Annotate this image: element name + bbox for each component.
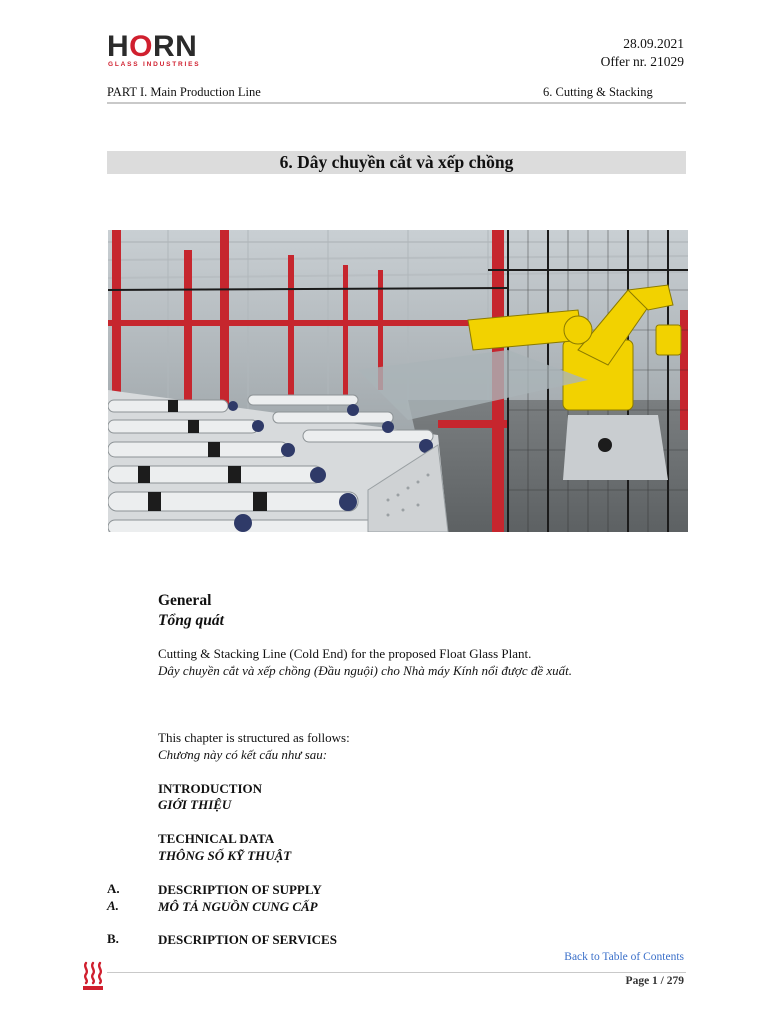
page-number: Page 1 / 279 — [625, 975, 684, 987]
section-description-of-supply: DESCRIPTION OF SUPPLY — [158, 882, 322, 897]
offer-number: Offer nr. 21029 — [600, 54, 684, 69]
general-heading: General — [158, 592, 212, 609]
section-technical-data-vi: THÔNG SỐ KỸ THUẬT — [158, 848, 292, 863]
general-paragraph-vi: Dây chuyền cắt và xếp chồng (Đầu nguội) cho Nhà máy Kính nổi được đề xuất. — [158, 663, 573, 678]
logo-letters-rn: RN — [153, 30, 198, 63]
logo-subtitle: GLASS INDUSTRIES — [108, 61, 201, 68]
section-description-of-supply-vi: MÔ TẢ NGUỒN CUNG CẤP — [158, 899, 318, 914]
horn-logo — [107, 30, 207, 69]
logo-letter-h: H — [107, 30, 130, 63]
chapter-title: 6. Dây chuyền cắt và xếp chồng — [279, 152, 514, 172]
footer-divider — [107, 972, 686, 973]
section-introduction: INTRODUCTION — [158, 781, 263, 796]
section-b-letter: B. — [107, 931, 119, 946]
chapter-title-bar — [107, 151, 686, 174]
structure-intro-vi: Chương này có kết cấu như sau: — [158, 747, 328, 762]
section-introduction-vi: GIỚI THIỆU — [158, 797, 232, 812]
document-date: 28.09.2021 — [623, 36, 684, 51]
section-a-letter: A. — [107, 881, 120, 896]
part-title: PART I. Main Production Line — [107, 85, 261, 99]
section-technical-data: TECHNICAL DATA — [158, 831, 275, 846]
section-a-letter-vi: A. — [107, 898, 119, 913]
header-divider — [107, 102, 686, 104]
glass-cutting-line-photo — [108, 230, 688, 532]
general-paragraph: Cutting & Stacking Line (Cold End) for the proposed Float Glass Plant. — [158, 646, 532, 661]
logo-letter-o: O — [129, 30, 154, 63]
general-heading-vi: Tổng quát — [158, 612, 224, 629]
section-reference: 6. Cutting & Stacking — [543, 85, 653, 99]
heat-waves-icon — [82, 960, 104, 992]
back-to-toc-link[interactable]: Back to Table of Contents — [564, 951, 684, 963]
section-description-of-services: DESCRIPTION OF SERVICES — [158, 932, 337, 947]
structure-intro: This chapter is structured as follows: — [158, 730, 350, 745]
